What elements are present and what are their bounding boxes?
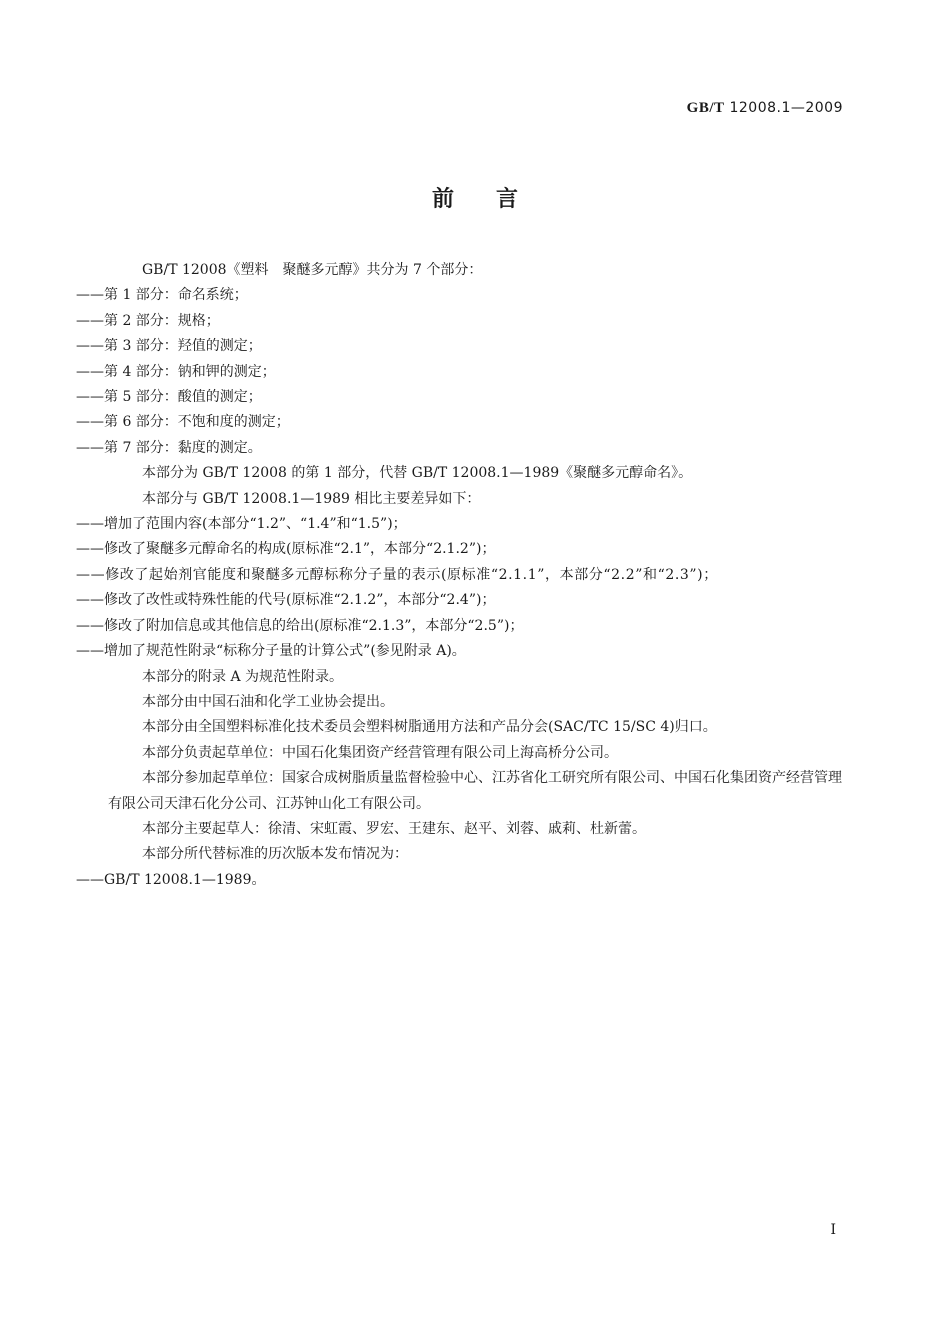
list-item-history: ——GB/T 12008.1—1989。 [76, 871, 266, 888]
foreword-body [76, 258, 844, 893]
list-item-difference: ——增加了规范性附录“标称分子量的计算公式”(参见附录 A)。 [76, 643, 466, 660]
page-number: I [830, 1222, 836, 1238]
paragraph-drafters: 本部分主要起草人：徐清、宋虹霞、罗宏、王建东、赵平、刘蓉、戚莉、杜新蕾。 [142, 820, 646, 837]
paragraph-drafting-unit: 本部分负责起草单位：中国石化集团资产经营管理有限公司上海高桥分公司。 [142, 744, 618, 761]
paragraph-differences-intro: 本部分与 GB/T 12008.1—1989 相比主要差异如下： [142, 490, 481, 507]
list-item-difference: ——修改了聚醚多元醇命名的构成(原标准“2.1”，本部分“2.1.2”)； [76, 541, 496, 558]
list-item-part-6: ——第 6 部分：不饱和度的测定； [76, 414, 290, 431]
list-item-difference: ——修改了起始剂官能度和聚醚多元醇标称分子量的表示(原标准“2.1.1”，本部分“2.2”和“2.3”)； [76, 566, 718, 583]
paragraph-replaces: 本部分为 GB/T 12008 的第 1 部分，代替 GB/T 12008.1—1989《聚醚多元醇命名》。 [142, 465, 693, 482]
list-item-part-4: ——第 4 部分：钠和钾的测定； [76, 363, 276, 380]
paragraph-proposed-by: 本部分由中国石油和化学工业协会提出。 [142, 693, 394, 710]
list-item-part-3: ——第 3 部分：羟值的测定； [76, 338, 262, 355]
list-item-part-2: ——第 2 部分：规格； [76, 312, 220, 329]
paragraph-history-intro: 本部分所代替标准的历次版本发布情况为： [142, 846, 408, 863]
paragraph-participating-units: 本部分参加起草单位：国家合成树脂质量监督检验中心、江苏省化工研究所有限公司、中国石化集团资产经营管理有限公司天津石化分公司、江苏钟山化工有限公司。 [108, 770, 842, 812]
standard-number: 12008.1—2009 [729, 100, 843, 116]
page-title: 前言 [431, 187, 560, 212]
list-item-part-1: ——第 1 部分：命名系统； [76, 287, 248, 304]
list-item-difference: ——修改了改性或特殊性能的代号(原标准“2.1.2”，本部分“2.4”)； [76, 592, 496, 609]
list-item-part-5: ——第 5 部分：酸值的测定； [76, 389, 262, 406]
paragraph-parts-intro: GB/T 12008《塑料 聚醚多元醇》共分为 7 个部分： [142, 262, 483, 278]
list-item-difference: ——增加了范围内容(本部分“1.2”、“1.4”和“1.5”)； [76, 516, 407, 533]
paragraph-annex: 本部分的附录 A 为规范性附录。 [142, 668, 344, 685]
paragraph-jurisdiction: 本部分由全国塑料标准化技术委员会塑料树脂通用方法和产品分会(SAC/TC 15/SC 4)归口。 [142, 719, 717, 736]
standard-code [687, 100, 843, 117]
list-item-difference: ——修改了附加信息或其他信息的给出(原标准“2.1.3”，本部分“2.5”)； [76, 617, 524, 634]
list-item-part-7: ——第 7 部分：黏度的测定。 [76, 439, 262, 456]
standard-prefix: GB/T [686, 100, 725, 116]
